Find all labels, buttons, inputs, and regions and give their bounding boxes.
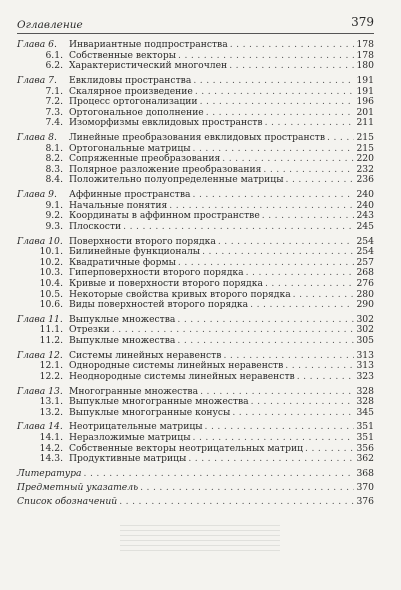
toc-section-row (17, 454, 374, 465)
toc-page-number: 196 (356, 96, 374, 108)
toc-page-number: 345 (356, 406, 374, 418)
toc-page-number: 232 (356, 163, 374, 175)
section-number: 8.2. (45, 153, 63, 165)
toc-section-row (17, 279, 374, 290)
toc-entry-title: Некоторые свойства кривых второго порядка (69, 288, 291, 300)
toc-entry-title: Список обозначений (17, 496, 118, 508)
toc-section-row (17, 372, 374, 383)
toc-entry-title: Неразложимые матрицы (69, 432, 191, 444)
toc-page-number: 351 (356, 421, 374, 433)
toc-section-row (17, 222, 374, 233)
dot-leader (218, 237, 355, 248)
toc-section-row (17, 175, 374, 186)
toc-page-number: 180 (356, 60, 374, 72)
toc-entry-title: Многогранные множества (69, 385, 199, 397)
toc-page-number: 215 (356, 132, 374, 144)
toc-page-number: 178 (356, 39, 374, 51)
dot-leader (286, 175, 355, 186)
toc-entry-title: Отрезки (69, 324, 110, 336)
table-of-contents (17, 36, 374, 508)
toc-entry-title: Собственные векторы неотрицательных матриц (69, 442, 304, 454)
section-number: 10.5. (39, 288, 63, 300)
dot-leader (123, 222, 354, 233)
dot-leader (265, 118, 355, 129)
faint-imprint-block (120, 525, 280, 555)
toc-section-row (17, 300, 374, 311)
toc-page-number: 370 (356, 482, 374, 493)
toc-entry-title: Однородные системы линейных неравенств (69, 360, 284, 372)
section-number: 8.4. (45, 174, 63, 186)
chapter-number: Глава 13. (17, 385, 63, 397)
section-number: 14.2. (39, 442, 63, 454)
chapter-number: Глава 9. (17, 189, 57, 201)
dot-leader (202, 247, 354, 258)
dot-leader (230, 40, 355, 51)
chapter-number: Глава 10. (17, 235, 63, 247)
toc-page-number: 243 (356, 210, 374, 222)
chapter-number: Глава 11. (17, 313, 63, 325)
section-number: 7.4. (45, 117, 63, 129)
toc-section-row (17, 336, 374, 347)
toc-page-number: 305 (356, 335, 374, 346)
dot-leader (305, 444, 354, 455)
toc-section-row (17, 61, 374, 72)
section-number: 10.1. (39, 246, 63, 258)
dot-leader (250, 300, 354, 311)
section-number: 9.2. (45, 210, 63, 222)
toc-entry-title: Выпуклые многогранные множества (69, 396, 249, 408)
chapter-number: Глава 6. (17, 39, 57, 51)
section-number: 10.2. (39, 256, 63, 268)
toc-page-number: 323 (356, 370, 374, 382)
dot-leader (297, 372, 355, 383)
toc-backmatter-row (17, 497, 374, 508)
dot-leader (293, 290, 355, 301)
toc-page-number: 201 (356, 106, 374, 118)
dot-leader (251, 397, 355, 408)
toc-page-number: 328 (356, 385, 374, 397)
toc-page-number: 191 (356, 85, 374, 97)
toc-page-number: 268 (356, 267, 374, 279)
toc-entry-title: Евклидовы пространства (69, 74, 192, 86)
toc-page-number: 240 (356, 199, 374, 211)
toc-page-number: 313 (356, 360, 374, 372)
toc-entry-title: Неотрицательные матрицы (69, 421, 203, 433)
toc-page-number: 376 (356, 496, 374, 508)
dot-leader (200, 97, 355, 108)
toc-entry-title: Гиперповерхности второго порядка (69, 267, 244, 279)
toc-entry-title: Выпуклые множества (69, 313, 176, 325)
page-number: 379 (351, 15, 374, 29)
dot-leader (205, 422, 355, 433)
toc-entry-title: Поверхности второго порядка (69, 235, 216, 247)
toc-entry-title: Виды поверхностей второго порядка (69, 299, 249, 311)
toc-entry-title: Плоскости (69, 220, 122, 232)
toc-section-row (17, 408, 374, 419)
toc-entry-title: Характеристический многочлен (69, 60, 228, 72)
toc-page-number: 362 (356, 453, 374, 465)
toc-page-number: 328 (356, 396, 374, 408)
toc-entry-title: Неоднородные системы линейных неравенств (69, 370, 295, 382)
toc-page-number: 313 (356, 349, 374, 361)
chapter-number: Глава 8. (17, 132, 57, 144)
toc-entry-title: Собственные векторы (69, 49, 177, 61)
toc-entry-title: Системы линейных неравенств (69, 349, 222, 361)
toc-section-row (17, 118, 374, 129)
toc-entry-title: Полярное разложение преобразования (69, 163, 262, 175)
dot-leader (188, 454, 354, 465)
toc-entry-title: Продуктивные матрицы (69, 453, 187, 465)
toc-entry-title: Кривые и поверхности второго порядка (69, 277, 263, 289)
section-number: 10.3. (39, 267, 63, 279)
toc-entry-title: Положительно полуопределенные матрицы (69, 174, 284, 186)
chapter-number: Глава 14. (17, 421, 63, 433)
dot-leader (265, 279, 355, 290)
toc-backmatter-row (17, 483, 374, 494)
header-rule (17, 33, 374, 34)
section-number: 12.1. (39, 360, 63, 372)
running-header-title: Оглавление (17, 19, 83, 31)
toc-page-number: 191 (356, 74, 374, 86)
toc-entry-title: Выпуклые многогранные конусы (69, 406, 231, 418)
section-number: 11.1. (39, 324, 63, 336)
section-number: 6.1. (45, 49, 63, 61)
toc-entry-title: Выпуклые множества (69, 335, 176, 346)
toc-entry-title: Квадратичные формы (69, 256, 176, 268)
dot-leader (84, 469, 355, 480)
section-number: 6.2. (45, 60, 63, 72)
toc-page-number: 276 (356, 277, 374, 289)
dot-leader (229, 61, 354, 72)
section-number: 11.2. (39, 335, 63, 346)
section-number: 14.1. (39, 432, 63, 444)
dot-leader (193, 190, 355, 201)
toc-page-number: 257 (356, 256, 374, 268)
dot-leader (193, 76, 354, 87)
toc-entry-title: Литература (17, 467, 82, 479)
toc-page-number: 368 (356, 467, 374, 479)
toc-page-number: 211 (356, 117, 374, 129)
toc-chapter-row (17, 76, 374, 87)
toc-page-number: 220 (356, 153, 374, 165)
toc-page-number: 254 (356, 235, 374, 247)
toc-entry-title: Изоморфизмы евклидовых пространств (69, 117, 263, 129)
section-number: 8.3. (45, 163, 63, 175)
toc-page-number: 240 (356, 189, 374, 201)
toc-page-number: 290 (356, 299, 374, 311)
section-number: 13.2. (39, 406, 63, 418)
section-number: 7.3. (45, 106, 63, 118)
toc-entry-title: Линейные преобразования евклидовых пространств (69, 132, 326, 144)
toc-entry-title: Билинейные функционалы (69, 246, 201, 258)
toc-entry-title: Сопряженные преобразования (69, 153, 221, 165)
dot-leader (140, 483, 354, 494)
dot-leader (285, 361, 354, 372)
section-number: 12.2. (39, 370, 63, 382)
toc-entry-title: Координаты в аффинном пространстве (69, 210, 260, 222)
dot-leader (177, 315, 354, 326)
toc-page-number: 236 (356, 174, 374, 186)
toc-page-number: 245 (356, 220, 374, 232)
toc-entry-title: Начальные понятия (69, 199, 168, 211)
dot-leader (327, 133, 354, 144)
toc-entry-title: Ортогональное дополнение (69, 106, 204, 118)
section-number: 14.3. (39, 453, 63, 465)
dot-leader (195, 87, 355, 98)
toc-page-number: 215 (356, 142, 374, 154)
section-number: 9.1. (45, 199, 63, 211)
toc-entry-title: Предметный указатель (17, 482, 139, 493)
toc-entry-title: Аффинные пространства (69, 189, 191, 201)
section-number: 13.1. (39, 396, 63, 408)
toc-page-number: 302 (356, 324, 374, 336)
toc-backmatter-row (17, 469, 374, 480)
toc-entry-title: Скалярное произведение (69, 85, 193, 97)
chapter-number: Глава 7. (17, 74, 57, 86)
toc-page-number: 351 (356, 432, 374, 444)
toc-entry-title: Инвариантные подпространства (69, 39, 228, 51)
dot-leader (232, 408, 354, 419)
toc-page-number: 302 (356, 313, 374, 325)
section-number: 7.2. (45, 96, 63, 108)
toc-page-number: 178 (356, 49, 374, 61)
dot-leader (119, 497, 354, 508)
toc-entry-title: Процесс ортогонализации (69, 96, 198, 108)
toc-page-number: 254 (356, 246, 374, 258)
dot-leader (177, 336, 354, 347)
dot-leader (262, 211, 355, 222)
toc-page-number: 280 (356, 288, 374, 300)
toc-entry-title: Ортогональные матрицы (69, 142, 191, 154)
section-number: 10.4. (39, 277, 63, 289)
section-number: 10.6. (39, 299, 63, 311)
section-number: 7.1. (45, 85, 63, 97)
chapter-number: Глава 12. (17, 349, 63, 361)
section-number: 8.1. (45, 142, 63, 154)
toc-page-number: 356 (356, 442, 374, 454)
section-number: 9.3. (45, 220, 63, 232)
